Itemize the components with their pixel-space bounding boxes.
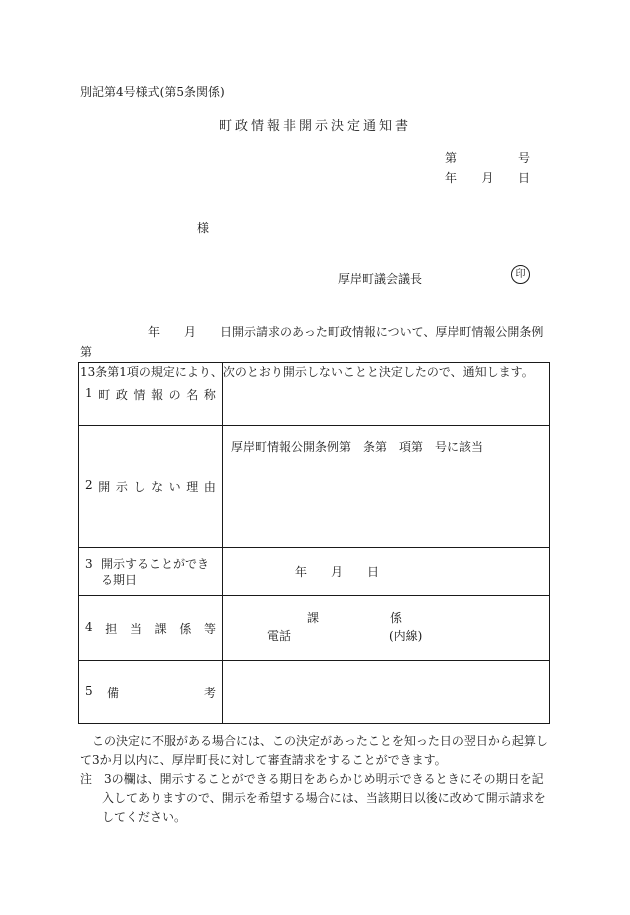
row3-label <box>79 548 223 596</box>
label-char: 担 <box>105 621 118 636</box>
row4-naisen: (内線) <box>389 629 423 643</box>
label-char: い <box>168 480 181 494</box>
intro-line1: 日開示請求のあった町政情報について、厚岸町情報公開条例第 <box>80 325 544 359</box>
row3-num: 3 <box>85 556 93 571</box>
row5-label <box>79 661 223 724</box>
table-row <box>79 426 550 548</box>
row2-content: 厚岸町情報公開条例第 条第 項第 号に該当 <box>231 440 484 454</box>
row4-label <box>79 596 223 661</box>
row3-month: 月 <box>331 565 344 579</box>
label-char: 名 <box>186 387 199 402</box>
seal-mark: 印 <box>511 265 530 284</box>
intro-year: 年 <box>148 325 161 339</box>
row3-value[interactable] <box>223 548 550 596</box>
addressee-suffix: 様 <box>197 221 210 235</box>
label-char: 報 <box>151 387 164 402</box>
label-char: 備 <box>107 685 120 700</box>
label-char: 町 <box>98 387 111 402</box>
form-id: 別記第4号様式(第5条関係) <box>80 85 225 99</box>
row3-label-text: 開示することができる期日 <box>101 556 210 587</box>
row4-value[interactable] <box>223 596 550 661</box>
table-row <box>79 596 550 661</box>
label-char: 情 <box>133 387 146 402</box>
label-char: 示 <box>115 480 128 494</box>
table-row <box>79 363 550 426</box>
label-char: 理 <box>186 480 199 494</box>
intro-month: 月 <box>184 325 197 339</box>
label-char: 等 <box>203 621 216 636</box>
intro-line2: 13条第1項の規定により、次のとおり開示しないことと決定したので、通知します。 <box>80 365 534 379</box>
document-date <box>445 172 530 184</box>
row2-value[interactable] <box>223 426 550 548</box>
label-char: の <box>168 387 181 402</box>
date-year: 年 <box>445 171 458 185</box>
issuer-name: 厚岸町議会議長 <box>338 272 423 286</box>
date-day: 日 <box>517 171 530 185</box>
info-table <box>78 362 550 724</box>
row1-label <box>79 363 223 426</box>
row4-kakari: 係 <box>390 611 403 625</box>
number-suffix: 号 <box>517 151 530 165</box>
label-char: 称 <box>203 387 216 402</box>
label-char: な <box>151 480 164 494</box>
row5-value[interactable] <box>223 661 550 724</box>
label-char: し <box>133 480 146 494</box>
date-month: 月 <box>481 171 494 185</box>
label-char: 当 <box>129 621 142 636</box>
label-char: 係 <box>179 621 192 636</box>
note-text: 注 3の欄は、開示することができる期日をあらかじめ明示できるときにその期日を記入してありますので、開示を希望する場合には、当該期日以後に改めて開示請求をしてください。 <box>80 772 546 824</box>
table-row <box>79 548 550 596</box>
notice-block <box>80 732 552 827</box>
number-prefix: 第 <box>445 151 458 165</box>
row5-num: 5 <box>85 683 93 698</box>
document-number <box>445 152 530 164</box>
row2-num: 2 <box>85 478 93 492</box>
row4-tel: 電話 <box>267 629 292 643</box>
table-row <box>79 661 550 724</box>
label-char: 開 <box>98 480 111 494</box>
row1-value[interactable] <box>223 363 550 426</box>
row3-year: 年 <box>295 565 308 579</box>
label-char: 政 <box>115 387 128 402</box>
row4-ka: 課 <box>307 611 320 625</box>
row3-day: 日 <box>367 565 380 579</box>
row2-label <box>79 426 223 548</box>
label-char: 由 <box>203 480 216 494</box>
label-char: 考 <box>203 685 216 700</box>
notice-text: この決定に不服がある場合には、この決定があったことを知った日の翌日から起算して3か月以内に、厚岸町長に対して審査請求をすることができます。 <box>80 734 548 767</box>
row4-num: 4 <box>85 619 93 634</box>
row1-num: 1 <box>85 385 93 400</box>
label-char: 課 <box>154 621 167 636</box>
document-title: 町政情報非開示決定通知書 <box>218 119 411 134</box>
